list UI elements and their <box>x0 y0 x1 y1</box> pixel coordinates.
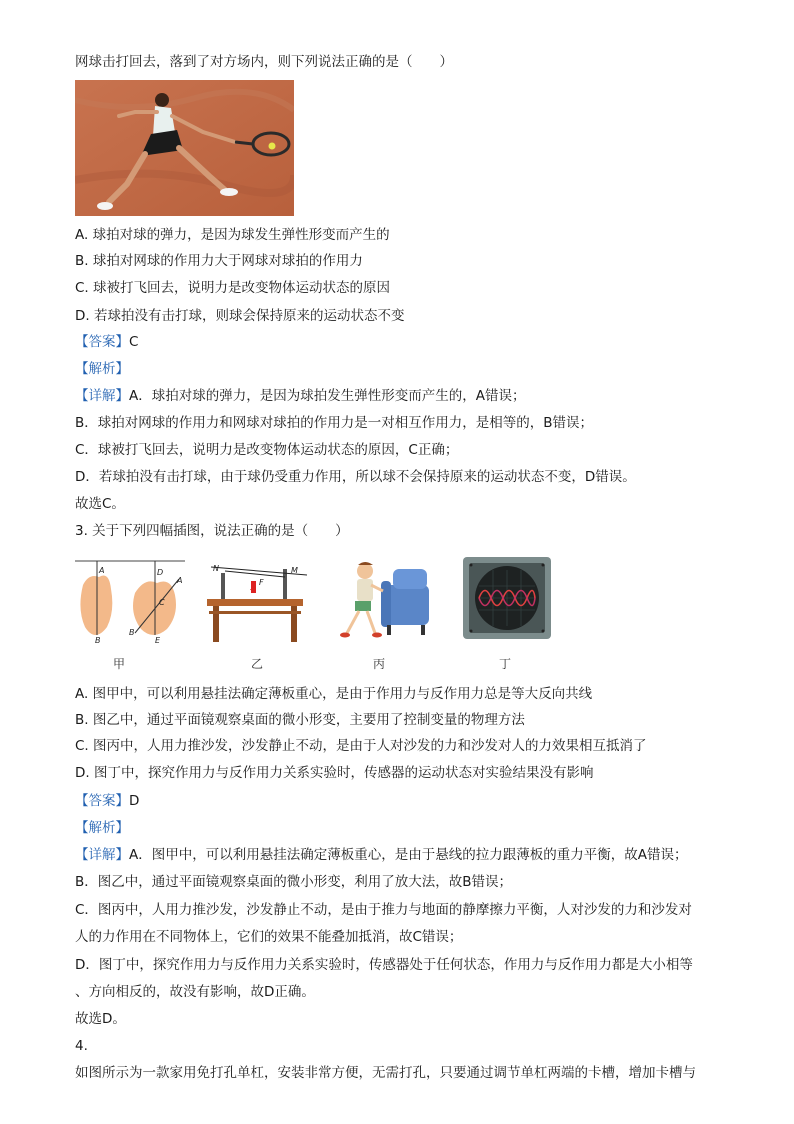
caption-bing: 丙 <box>373 657 386 671</box>
label-M: M <box>291 566 298 575</box>
q2-answer <box>75 332 138 352</box>
q3-analysis-tag: 【解析】 <box>75 820 129 836</box>
q3-conclusion: 故选D。 <box>75 1011 126 1027</box>
label-N: N <box>213 564 219 573</box>
label-D: D <box>157 568 164 577</box>
label-A2: A <box>177 576 183 585</box>
q3-option-c: C. 图丙中，人用力推沙发，沙发静止不动，是由于人对沙发的力和沙发对人的力效果相互抵消了 <box>75 738 647 754</box>
label-A: A <box>99 566 105 575</box>
q3-detail-2: B．图乙中，通过平面镜观察桌面的微小形变，利用了放大法，故B错误； <box>75 874 513 890</box>
q3-answer <box>75 791 139 811</box>
answer-tag: 【答案】 <box>75 793 129 809</box>
q3-detail-1: 【详解】A．图甲中，可以利用悬挂法确定薄板重心，是由于悬线的拉力跟薄板的重力平衡，故A错误； <box>75 847 688 863</box>
q3-figures <box>75 555 555 673</box>
figure-bing <box>340 562 429 638</box>
q2-detail-3: C．球被打飞回去，说明力是改变物体运动状态的原因，C正确； <box>75 442 459 458</box>
q2-option-b: B. 球拍对网球的作用力大于网球对球拍的作用力 <box>75 253 363 269</box>
label-C: C <box>159 598 165 607</box>
label-B: B <box>95 636 101 645</box>
label-F: F <box>259 578 264 587</box>
detail-tag: 【详解】 <box>75 847 129 863</box>
q3-option-d: D. 图丁中，探究作用力与反作用力关系实验时，传感器的运动状态对实验结果没有影响 <box>75 765 594 781</box>
q2-conclusion: 故选C。 <box>75 496 125 512</box>
q3-detail-4: 人的力作用在不同物体上，它们的效果不能叠加抵消，故C错误； <box>75 929 463 945</box>
q3-option-a: A. 图甲中，可以利用悬挂法确定薄板重心，是由于作用力与反作用力总是等大反向共线 <box>75 686 593 702</box>
q2-stem: 网球击打回去，落到了对方场内，则下列说法正确的是（ ） <box>75 54 453 70</box>
q2-option-c: C. 球被打飞回去，说明力是改变物体运动状态的原因 <box>75 280 391 296</box>
q2-option-d: D. 若球拍没有击打球，则球会保持原来的运动状态不变 <box>75 308 405 324</box>
q4-stem: 如图所示为一款家用免打孔单杠，安装非常方便，无需打孔，只要通过调节单杠两端的卡槽，增加卡槽与 <box>75 1065 696 1081</box>
label-E: E <box>155 636 161 645</box>
figure-jia <box>75 561 185 645</box>
figure-yi <box>207 564 307 642</box>
q3-option-b: B. 图乙中，通过平面镜观察桌面的微小形变，主要用了控制变量的物理方法 <box>75 712 525 728</box>
tennis-photo <box>75 80 294 216</box>
detail-tag: 【详解】 <box>75 388 129 404</box>
answer-value: C <box>129 334 139 350</box>
q2-detail-2: B．球拍对网球的作用力和网球对球拍的作用力是一对相互作用力，是相等的，B错误； <box>75 415 594 431</box>
q3-detail-6: 、方向相反的，故没有影响，故D正确。 <box>75 984 315 1000</box>
q2-option-a: A. 球拍对球的弹力，是因为球发生弹性形变而产生的 <box>75 227 390 243</box>
q4-number: 4. <box>75 1038 88 1054</box>
caption-yi: 乙 <box>251 657 264 671</box>
q3-detail-3: C．图丙中，人用力推沙发，沙发静止不动，是由于推力与地面的静摩擦力平衡，人对沙发的力和沙发对 <box>75 902 692 918</box>
caption-jia: 甲 <box>113 657 126 671</box>
q2-analysis-tag: 【解析】 <box>75 361 129 377</box>
q2-detail-4: D．若球拍没有击打球，由于球仍受重力作用，所以球不会保持原来的运动状态不变，D错误。 <box>75 469 636 485</box>
answer-value: D <box>129 793 140 809</box>
label-B2: B <box>129 628 135 637</box>
q3-detail-5: D．图丁中，探究作用力与反作用力关系实验时，传感器处于任何状态，作用力与反作用力都是大小相等 <box>75 957 693 973</box>
q3-stem: 3. 关于下列四幅插图，说法正确的是（ ） <box>75 523 349 539</box>
caption-ding: 丁 <box>499 657 512 671</box>
answer-tag: 【答案】 <box>75 334 129 350</box>
figure-ding <box>463 557 551 639</box>
q2-detail-1: 【详解】A．球拍对球的弹力，是因为球拍发生弹性形变而产生的，A错误； <box>75 388 526 404</box>
